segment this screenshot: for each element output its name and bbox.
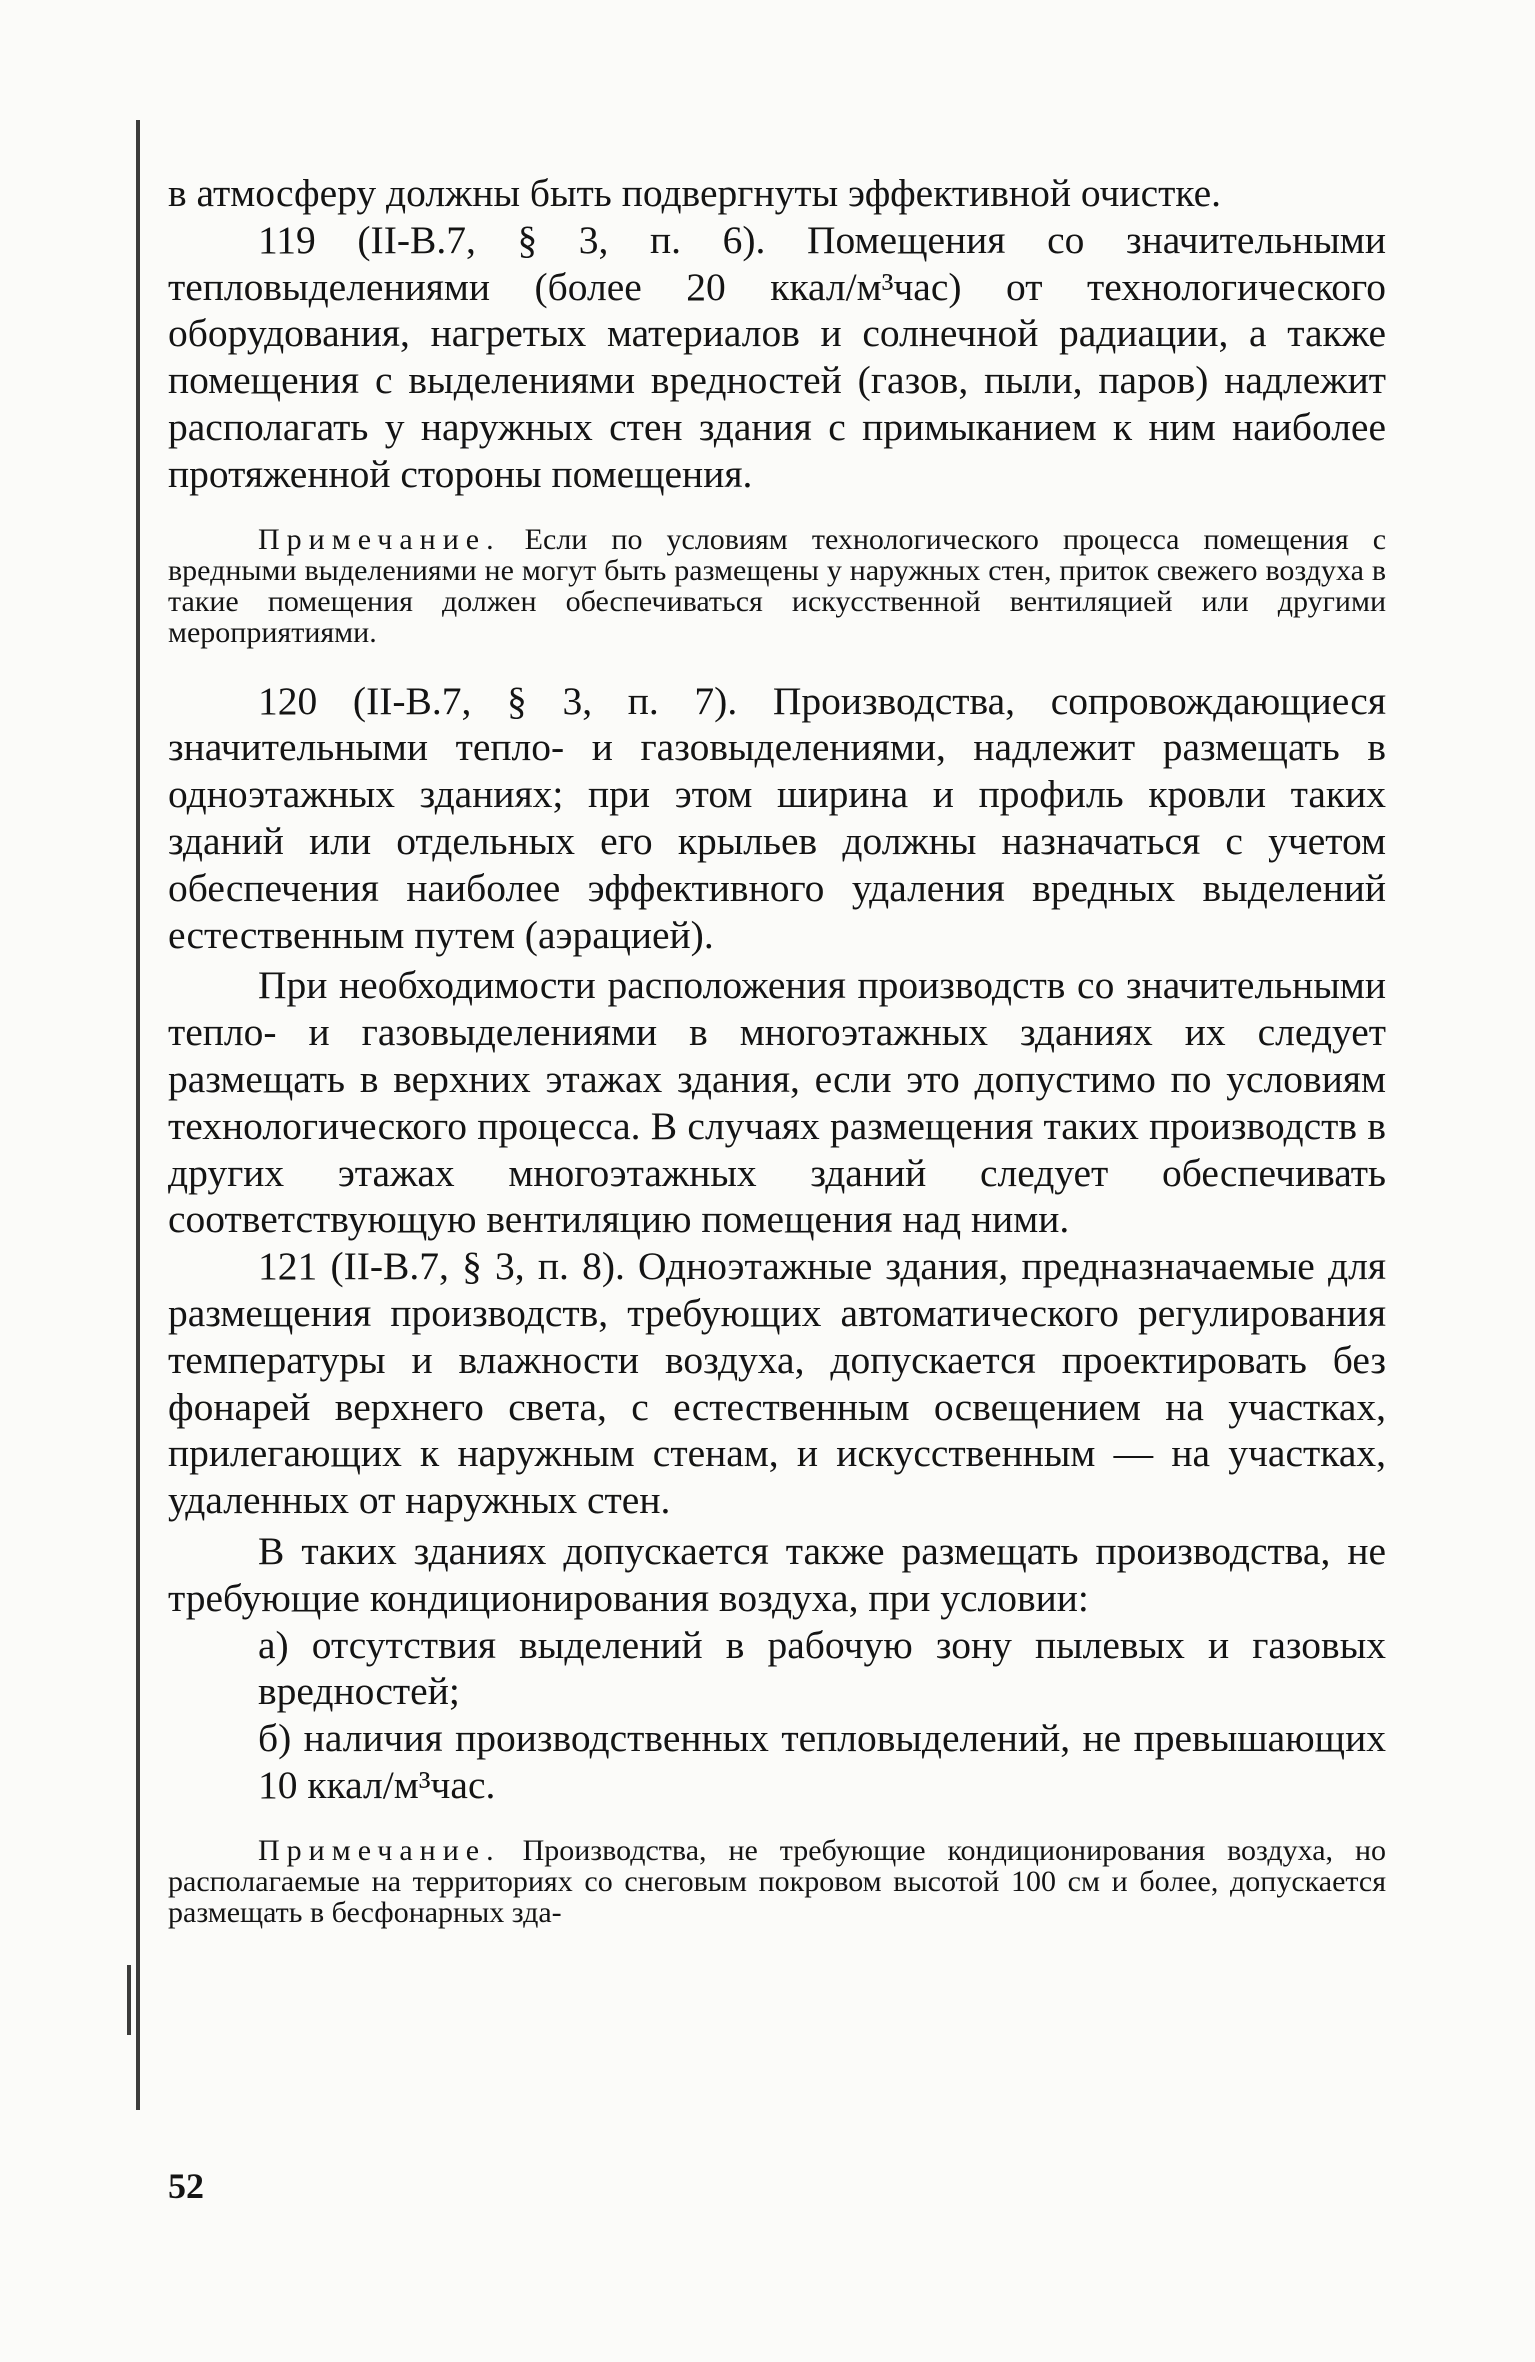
margin-scan-mark [127,1965,131,2035]
clause-121-continuation: В таких зданиях допускается также размещать производства, не требующие кондиционирования воздуха, при условии: [168,1528,1386,1620]
continuation-paragraph: в атмосферу должны быть подвергнуты эффективной очистке. [168,171,1221,215]
note-1 [168,524,1386,648]
clause-120-continuation: При необходимости расположения производств со значительными тепло- и газовыделениями в многоэтажных зданиях их следует размещать в верхних этажах здания, если это допустимо по условиям технологического процесса. В случаях размещения таких производств в других этажах многоэтажных зданий следует обеспечивать соответствующую вентиляцию помещения над ними. [168,963,1386,1242]
note-1-label: Примечание. [258,522,501,556]
clause-119: 119 (II-В.7, § 3, п. 6). Помещения со значительными тепловыделениями (более 20 ккал/м³час) от технологического оборудования, нагретых материалов и солнечной радиации, а также помещения с выделениями вредностей (газов, пыли, паров) надлежит располагать у наружных стен здания с примыканием к ним наиболее протяженной стороны помещения. [168,217,1386,496]
clause-121: 121 (II-В.7, § 3, п. 8). Одноэтажные здания, предназначаемые для размещения производств, требующих автоматического регулирования температуры и влажности воздуха, допускается проектировать без фонарей верхнего света, с естественным освещением на участках, прилегающих к наружным стенам, и искусственным — на участках, удаленных от наружных стен. [168,1244,1386,1523]
note-1-text: Если по условиям технологического процесса помещения с вредными выделениями не могут быть размещены у наружных стен, приток свежего воздуха в такие помещения должен обеспечиваться искусственной вентиляцией или другими мероприятиями. [168,522,1387,649]
margin-scan-line [136,120,140,2110]
note-2-text: Производства, не требующие кондиционирования воздуха, но располагаемые на территориях со снеговым покровом высотой 100 см и более, допускается размещать в бесфонарных зда- [168,1833,1387,1929]
note-2-label: Примечание. [258,1833,501,1867]
clause-120: 120 (II-В.7, § 3, п. 7). Производства, сопровождающиеся значительными тепло- и газовыделениями, надлежит размещать в одноэтажных зданиях; при этом ширина и профиль кровли таких зданий или отдельных его крыльев должны назначаться с учетом обеспечения наиболее эффективного удаления вредных выделений естественным путем (аэрацией). [168,678,1386,957]
page-content [168,170,1386,1958]
note-2 [168,1835,1386,1928]
page-number: 52 [168,2166,204,2206]
list-item-b: б) наличия производственных тепловыделений, не превышающих 10 ккал/м³час. [258,1716,1386,1807]
list-item-a: а) отсутствия выделений в рабочую зону пылевых и газовых вредностей; [258,1622,1386,1714]
